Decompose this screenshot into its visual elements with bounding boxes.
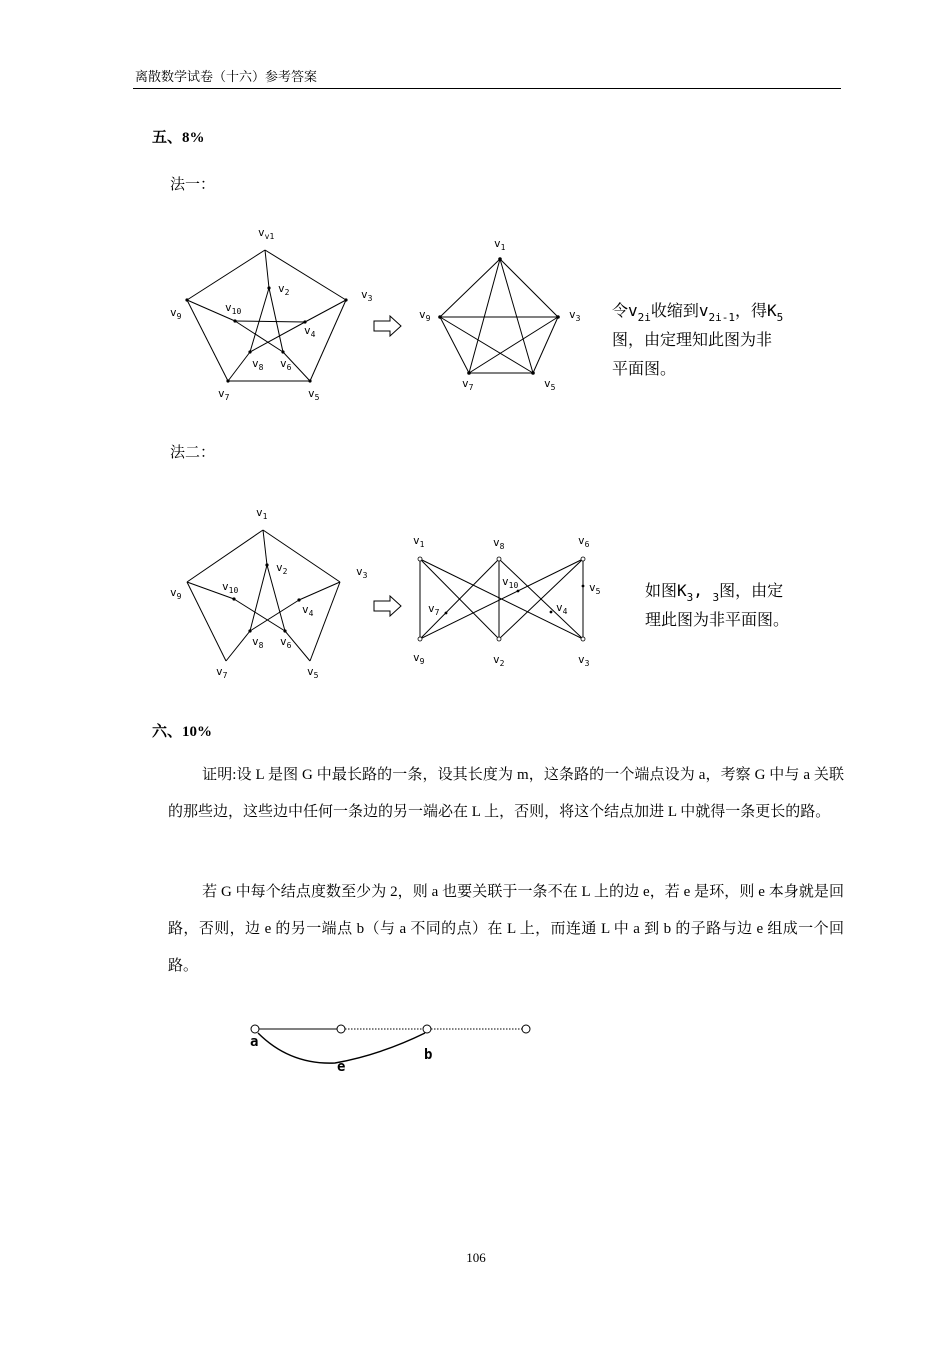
label-e: e [337,1059,346,1075]
svg-text:v1: $v_1$ [413,534,425,549]
method-1-label: 法一： [170,175,216,193]
graph1-label-v5: $v_5$ [308,387,320,402]
svg-text:v1: $v_1$ [494,237,506,252]
path-diagram [0,1015,952,1085]
svg-text:v5: $v_5$ [589,581,601,596]
svg-text:v5: $v_5$ [307,665,319,680]
svg-text:令v2i收缩到v2i-1，得K5: 令$v_{2i}$收缩到$v_{2i-1}$，得$K_5$ [612,301,784,324]
section-5-heading: 五、8% [152,130,205,146]
svg-text:图，由定理知此图为非: 图，由定理知此图为非 [612,330,773,349]
node-a [251,1025,259,1033]
graph1-label-v7: $v_7$ [218,387,230,402]
method-2-note [645,581,789,629]
k5-graph [440,259,558,373]
svg-text:v9: $v_9$ [419,308,431,323]
svg-text:v7: $v_7$ [428,602,440,617]
svg-text:平面图。: 平面图。 [612,359,677,378]
graph1-label-v1: $v_{v1}$ [258,226,275,241]
svg-text:如图K3, 3图，由定: 如图$K_3$, $_3$图，由定 [645,581,784,604]
section-6-heading: 六、10% [152,724,213,740]
svg-text:v10: $v_{10}$ [502,575,519,590]
svg-text:理此图为非平面图。: 理此图为非平面图。 [645,610,790,629]
svg-text:v9: $v_9$ [413,651,425,666]
hollow-right-arrow-icon [374,596,401,616]
graph1-label-v9: $v_9$ [170,306,182,321]
graph1-label-v6: $v_6$ [280,357,292,372]
header-rule [133,88,841,89]
svg-text:v3: $v_3$ [356,565,368,580]
graph1-label-v2: $v_2$ [278,282,290,297]
label-b: b [424,1047,433,1063]
svg-text:v8: $v_8$ [252,635,264,650]
proof-paragraph-2: 若 G 中每个结点度数至少为 2，则 a 也要关联于一条不在 L 上的边 e，若 e 是环，则 e 本身就是回路，否则，边 e 的另一端点 b（与 a 不同的点）在 L 上，而连通 L 中 a 到 b 的子路与边 e 组成一个回路。 [168,884,844,974]
svg-text:v6: $v_6$ [578,534,590,549]
figure-method-1 [0,220,952,410]
node-b [423,1025,431,1033]
graph1-label-v10: $v_{10}$ [225,301,242,316]
graph1-label-v4: $v_4$ [304,324,316,339]
svg-text:v6: $v_6$ [280,635,292,650]
svg-text:v8: $v_8$ [493,536,505,551]
page-number: 106 [466,1250,486,1265]
figure-method-2 [0,500,952,690]
svg-text:v1: $v_1$ [256,506,268,521]
svg-text:v7: $v_7$ [462,377,474,392]
svg-text:v4: $v_4$ [556,601,568,616]
svg-text:v4: $v_4$ [302,603,314,618]
page-header-title: 离散数学试卷（十六）参考答案 [135,70,318,85]
svg-text:v2: $v_2$ [493,653,505,668]
svg-text:v2: $v_2$ [276,561,288,576]
k33-graph [420,559,583,639]
petersen-graph-1 [187,250,346,381]
label-a: a [250,1034,259,1050]
graph1-label-v3: $v_3$ [361,288,373,303]
method-1-note [612,301,783,378]
proof-paragraph-1: 证明:设 L 是图 G 中最长路的一条，设其长度为 m，这条路的一个端点设为 a，考察 G 中与 a 关联的那些边，这些边中任何一条边的另一端必在 L 上，否则，将这个结点加进 L 中就得一条更长的路。 [168,767,844,820]
svg-text:v7: $v_7$ [216,665,228,680]
hollow-right-arrow-icon [374,316,401,336]
method-2-label: 法二： [170,443,216,461]
svg-text:v10: $v_{10}$ [222,580,239,595]
svg-text:v9: $v_9$ [170,586,182,601]
graph1-label-v8: $v_8$ [252,357,264,372]
svg-text:v3: $v_3$ [578,653,590,668]
svg-text:v5: $v_5$ [544,377,556,392]
petersen-graph-2 [187,530,340,661]
svg-text:v3: $v_3$ [569,308,581,323]
